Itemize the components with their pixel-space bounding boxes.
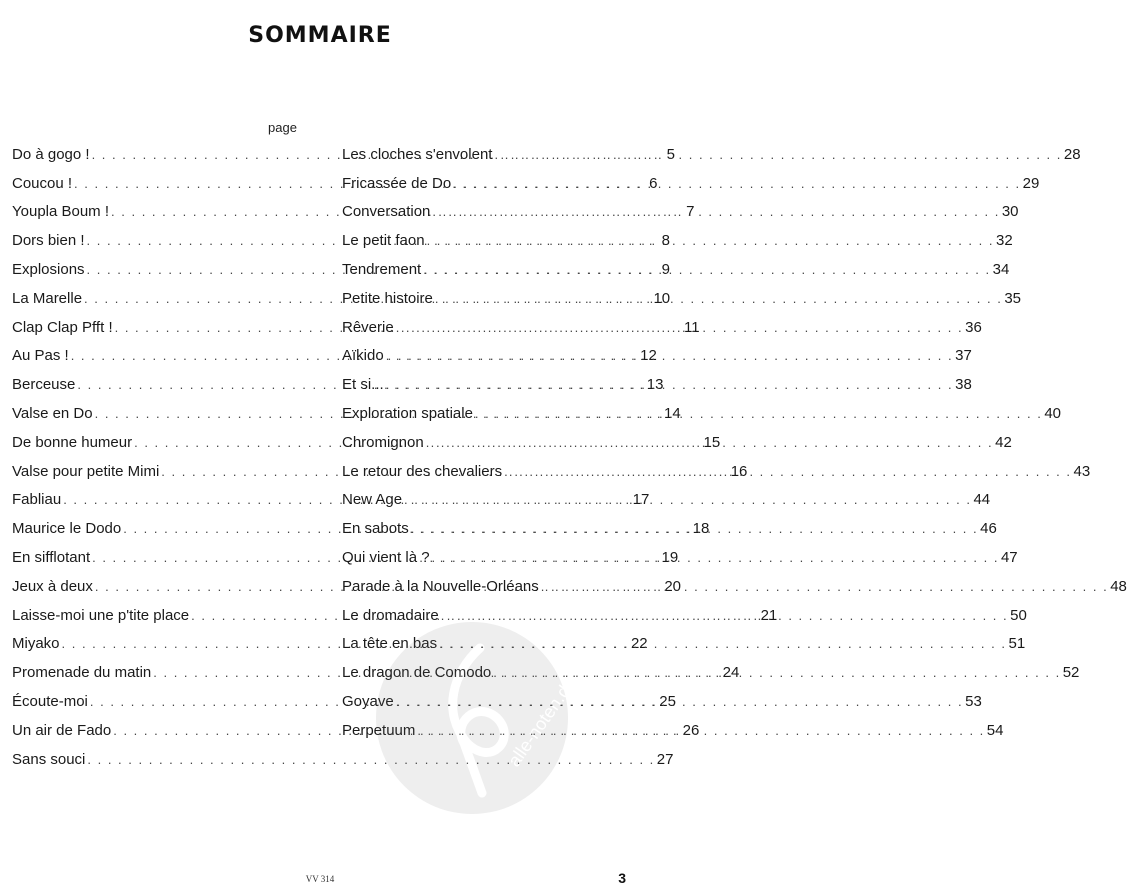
toc-entry-title: Qui vient là ? bbox=[342, 549, 430, 567]
toc-entry-page: 16 bbox=[730, 462, 748, 480]
toc-entry-page: 50 bbox=[1010, 606, 1027, 624]
toc-entry-page: 14 bbox=[664, 405, 681, 423]
watermark-text: alle-noten.de bbox=[503, 673, 580, 771]
toc-entry-title: En sabots bbox=[342, 520, 409, 538]
toc-entry-page: 22 bbox=[630, 635, 648, 653]
toc-entry-page: 40 bbox=[1044, 405, 1062, 423]
toc-entry-title: Berceuse bbox=[12, 376, 76, 394]
toc-entry-page: 32 bbox=[996, 232, 1013, 250]
toc-entry-title: Youpla Boum ! bbox=[12, 203, 110, 221]
toc-entry bbox=[342, 169, 1040, 198]
toc-entry-title: Écoute-moi bbox=[12, 693, 88, 711]
toc-dot-leader bbox=[87, 752, 654, 767]
toc-entry-page: 35 bbox=[1004, 289, 1021, 307]
toc-entry-title: Le retour des chevaliers bbox=[342, 462, 503, 480]
toc-entry-title: En sifflotant bbox=[12, 549, 91, 567]
toc-entry-page: 30 bbox=[1001, 203, 1019, 221]
toc-entry-page: 48 bbox=[1110, 577, 1127, 595]
toc-entry-page: 34 bbox=[992, 261, 1010, 279]
toc-entry-page: 17 bbox=[632, 491, 650, 509]
toc-entry-page: 52 bbox=[1062, 664, 1080, 682]
toc-entry-page: 10 bbox=[653, 289, 671, 307]
toc-dot-leader bbox=[417, 723, 984, 738]
toc-entry-page: 21 bbox=[760, 606, 778, 624]
toc-entry-title: De bonne humeur bbox=[12, 433, 133, 451]
toc-entry-page: 53 bbox=[965, 693, 982, 711]
toc-entry-title: La Marelle bbox=[12, 289, 83, 307]
toc-entry-page: 28 bbox=[1063, 145, 1081, 163]
toc-entry-title: Le petit faon bbox=[342, 232, 425, 250]
toc-entry-title: Au Pas ! bbox=[12, 347, 69, 365]
toc-entry-page: 11 bbox=[684, 318, 700, 336]
toc-entry-page: 38 bbox=[955, 376, 972, 394]
toc-entry-page: 18 bbox=[692, 520, 710, 538]
toc-dot-leader bbox=[435, 291, 1002, 306]
toc-entry-title: Conversation bbox=[342, 203, 431, 221]
toc-entry bbox=[342, 226, 1013, 255]
toc-dot-leader bbox=[386, 348, 953, 363]
toc-entry-page: 6 bbox=[649, 174, 658, 192]
page-number: 3 bbox=[618, 870, 626, 886]
toc-entry bbox=[342, 198, 1019, 227]
toc-entry-page: 5 bbox=[666, 145, 675, 163]
toc-entry-title: Un air de Fado bbox=[12, 721, 112, 739]
toc-dot-leader bbox=[439, 636, 1006, 651]
toc-entry-page: 8 bbox=[661, 232, 670, 250]
toc-entry-title: Miyako bbox=[12, 635, 60, 653]
toc-dot-leader bbox=[441, 608, 1008, 623]
toc-entry-page: 12 bbox=[640, 347, 657, 365]
toc-dot-leader bbox=[494, 147, 1061, 162]
toc-entry-title: Le dragon de Comodo bbox=[342, 664, 492, 682]
toc-entry-page: 42 bbox=[995, 433, 1012, 451]
toc-entry-page: 20 bbox=[664, 577, 681, 595]
toc-entry bbox=[342, 255, 1010, 284]
footer-code: VV 314 bbox=[305, 874, 335, 884]
toc-dot-leader bbox=[453, 176, 1020, 191]
toc-dot-leader bbox=[404, 492, 971, 507]
toc-entry-title: Goyave bbox=[342, 693, 394, 711]
toc-entry-title: Exploration spatiale bbox=[342, 405, 473, 423]
toc-entry-title: Clap Clap Pfft ! bbox=[12, 318, 113, 336]
toc-entry-title: Rêverie bbox=[342, 318, 394, 336]
toc-entry-page: 29 bbox=[1022, 174, 1040, 192]
toc-entry-title: Coucou ! bbox=[12, 174, 73, 192]
toc-dot-leader bbox=[432, 550, 999, 565]
toc-dot-leader bbox=[396, 694, 963, 709]
toc-entry bbox=[12, 745, 674, 774]
toc-dot-leader bbox=[432, 204, 999, 219]
toc-entry-title: Parade à la Nouvelle-Orléans bbox=[342, 577, 539, 595]
page-column-label: page bbox=[268, 120, 297, 135]
toc-entry-title: Promenade du matin bbox=[12, 664, 152, 682]
toc-entry-page: 47 bbox=[1000, 549, 1018, 567]
toc-entry-title: Et si... bbox=[342, 376, 384, 394]
toc-entry-title: Chromignon bbox=[342, 433, 424, 451]
toc-entry bbox=[342, 140, 1081, 169]
toc-entry-title: Fabliau bbox=[12, 491, 62, 509]
toc-entry-page: 15 bbox=[703, 433, 721, 451]
toc-entry-title: Valse en Do bbox=[12, 405, 93, 423]
toc-dot-leader bbox=[426, 435, 993, 450]
toc-entry-title: Explosions bbox=[12, 261, 85, 279]
toc-entry-title: La tête en bas bbox=[342, 635, 438, 653]
toc-entry-page: 37 bbox=[955, 347, 972, 365]
toc-entry-page: 9 bbox=[661, 261, 670, 279]
toc-entry-page: 19 bbox=[661, 549, 679, 567]
toc-dot-leader bbox=[427, 233, 994, 248]
toc-dot-leader bbox=[475, 406, 1042, 421]
toc-entry-title: Jeux à deux bbox=[12, 577, 93, 595]
toc-entry-title: Do à gogo ! bbox=[12, 145, 90, 163]
toc-entry-page: 24 bbox=[722, 664, 740, 682]
toc-entry-page: 26 bbox=[682, 721, 700, 739]
toc-entry-page: 46 bbox=[980, 520, 997, 538]
toc-entry-title: Dors bien ! bbox=[12, 232, 85, 250]
toc-entry-page: 36 bbox=[965, 318, 982, 336]
toc-entry-page: 7 bbox=[686, 203, 695, 221]
toc-dot-leader bbox=[386, 377, 953, 392]
toc-dot-leader bbox=[411, 521, 978, 536]
toc-entry-title: Tendrement bbox=[342, 261, 422, 279]
toc-entry-title: Fricassée de Do bbox=[342, 174, 452, 192]
toc-dot-leader bbox=[493, 665, 1060, 680]
toc-entry-title: Aïkido bbox=[342, 347, 384, 365]
toc-dot-leader bbox=[423, 262, 990, 277]
toc-entry-page: 54 bbox=[986, 721, 1004, 739]
toc-entry-title: Laisse-moi une p'tite place bbox=[12, 606, 190, 624]
toc-entry-page: 25 bbox=[659, 693, 676, 711]
page-title: SOMMAIRE bbox=[248, 22, 392, 48]
toc-entry-title: Le dromadaire bbox=[342, 606, 439, 624]
toc-entry-page: 51 bbox=[1008, 635, 1026, 653]
toc-entry-page: 44 bbox=[973, 491, 991, 509]
toc-entry-title: Sans souci bbox=[12, 750, 86, 768]
toc-entry-title: Maurice le Dodo bbox=[12, 520, 122, 538]
toc-dot-leader bbox=[396, 320, 963, 335]
toc-entry-title: Petite histoire bbox=[342, 289, 433, 307]
toc-entry-title: Valse pour petite Mimi bbox=[12, 462, 160, 480]
toc-entry-page: 43 bbox=[1073, 462, 1091, 480]
toc-entry-page: 13 bbox=[646, 376, 664, 394]
toc-dot-leader bbox=[504, 464, 1071, 479]
toc-entry-title: New Age bbox=[342, 491, 403, 509]
toc-entry-page: 27 bbox=[656, 750, 674, 768]
toc-dot-leader bbox=[541, 579, 1108, 594]
toc-entry-title: Les cloches s'envolent bbox=[342, 145, 493, 163]
toc-entry-title: Perpetuum bbox=[342, 721, 416, 739]
